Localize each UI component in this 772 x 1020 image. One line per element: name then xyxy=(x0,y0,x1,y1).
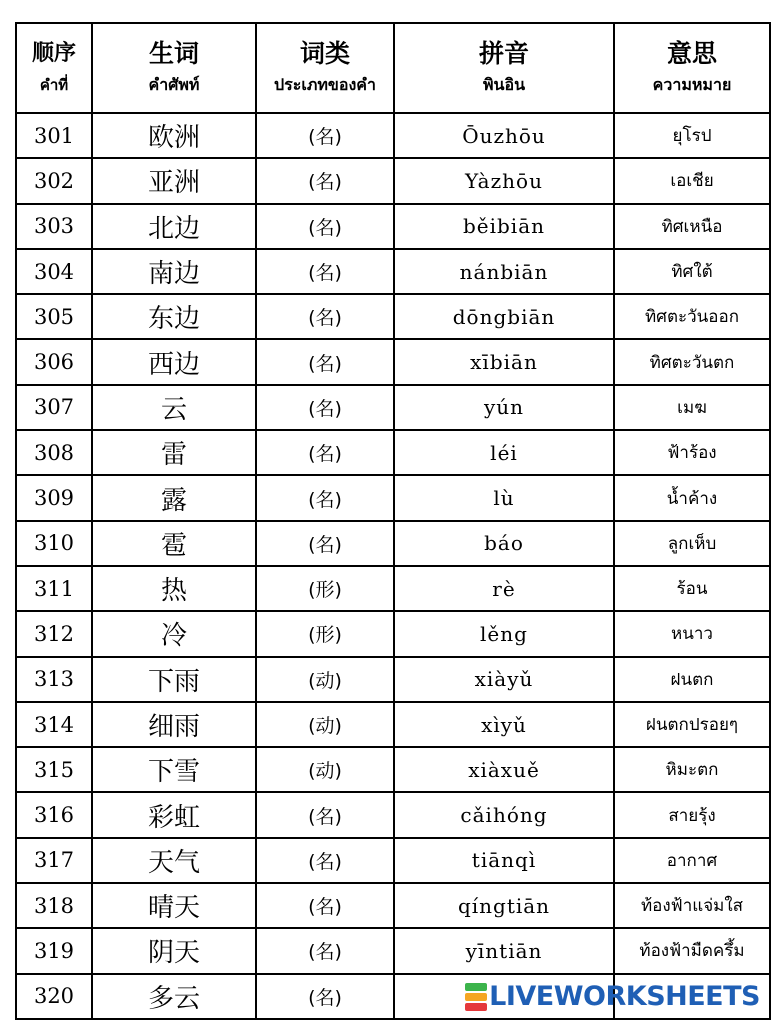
row-number: 310 xyxy=(16,521,92,566)
row-number: 313 xyxy=(16,657,92,702)
table-row xyxy=(16,158,770,203)
row-pinyin: lù xyxy=(394,475,614,520)
row-word: 雹 xyxy=(92,521,256,566)
row-number: 318 xyxy=(16,883,92,928)
row-pinyin: Ōuzhōu xyxy=(394,113,614,158)
row-part-of-speech: (名) xyxy=(256,204,394,249)
row-number: 305 xyxy=(16,294,92,339)
row-pinyin: běibiān xyxy=(394,204,614,249)
row-pinyin: Yàzhōu xyxy=(394,158,614,203)
row-part-of-speech: (动) xyxy=(256,702,394,747)
table-row xyxy=(16,521,770,566)
vocabulary-table xyxy=(15,22,771,1020)
table-row xyxy=(16,657,770,702)
row-part-of-speech: (名) xyxy=(256,883,394,928)
table-row xyxy=(16,430,770,475)
row-meaning: ทิศใต้ xyxy=(614,249,770,294)
table-row xyxy=(16,566,770,611)
liveworksheets-logo-icon xyxy=(465,983,487,1011)
row-meaning: หนาว xyxy=(614,611,770,656)
row-meaning: ทิศตะวันออก xyxy=(614,294,770,339)
row-part-of-speech: (动) xyxy=(256,657,394,702)
liveworksheets-watermark[interactable] xyxy=(465,981,760,1012)
header-meaning-th: ความหมาย xyxy=(652,75,732,94)
table-row xyxy=(16,294,770,339)
row-pinyin: rè xyxy=(394,566,614,611)
row-meaning: อากาศ xyxy=(614,838,770,883)
row-part-of-speech: (名) xyxy=(256,339,394,384)
row-number: 309 xyxy=(16,475,92,520)
row-pinyin: xībiān xyxy=(394,339,614,384)
row-part-of-speech: (名) xyxy=(256,430,394,475)
table-row xyxy=(16,702,770,747)
table-row xyxy=(16,928,770,973)
row-word: 天气 xyxy=(92,838,256,883)
row-pinyin: léi xyxy=(394,430,614,475)
row-part-of-speech: (名) xyxy=(256,385,394,430)
header-part-of-speech xyxy=(256,23,394,113)
row-number: 317 xyxy=(16,838,92,883)
row-word: 晴天 xyxy=(92,883,256,928)
table-row xyxy=(16,611,770,656)
watermark-text: LIVEWORKSHEETS xyxy=(489,981,760,1012)
row-pinyin: yīntiān xyxy=(394,928,614,973)
row-meaning: ฟ้าร้อง xyxy=(614,430,770,475)
row-word: 露 xyxy=(92,475,256,520)
row-word: 东边 xyxy=(92,294,256,339)
row-number: 314 xyxy=(16,702,92,747)
table-row xyxy=(16,747,770,792)
row-pinyin: dōngbiān xyxy=(394,294,614,339)
row-part-of-speech: (名) xyxy=(256,838,394,883)
row-number: 312 xyxy=(16,611,92,656)
row-part-of-speech: (名) xyxy=(256,521,394,566)
row-number: 303 xyxy=(16,204,92,249)
header-number xyxy=(16,23,92,113)
row-meaning: ลูกเห็บ xyxy=(614,521,770,566)
table-row xyxy=(16,838,770,883)
row-number: 319 xyxy=(16,928,92,973)
header-number-zh: 顺序 xyxy=(31,41,76,66)
header-pinyin-th: พินอิน xyxy=(482,75,526,94)
row-word: 下雨 xyxy=(92,657,256,702)
row-meaning: สายรุ้ง xyxy=(614,792,770,837)
row-word: 云 xyxy=(92,385,256,430)
row-number: 316 xyxy=(16,792,92,837)
row-meaning: เอเชีย xyxy=(614,158,770,203)
table-header-row xyxy=(16,23,770,113)
row-part-of-speech: (形) xyxy=(256,566,394,611)
table-row xyxy=(16,883,770,928)
row-pinyin: yún xyxy=(394,385,614,430)
row-word: 下雪 xyxy=(92,747,256,792)
row-number: 304 xyxy=(16,249,92,294)
row-part-of-speech: (形) xyxy=(256,611,394,656)
row-number: 301 xyxy=(16,113,92,158)
header-pos-th: ประเภทของคำ xyxy=(274,75,376,94)
row-part-of-speech: (名) xyxy=(256,792,394,837)
row-pinyin: nánbiān xyxy=(394,249,614,294)
row-word: 欧洲 xyxy=(92,113,256,158)
row-pinyin: xiàyǔ xyxy=(394,657,614,702)
row-meaning: ท้องฟ้ามืดครึ้ม xyxy=(614,928,770,973)
row-number: 307 xyxy=(16,385,92,430)
row-meaning: ทิศตะวันตก xyxy=(614,339,770,384)
row-meaning: ท้องฟ้าแจ่มใส xyxy=(614,883,770,928)
table-row xyxy=(16,385,770,430)
table-body xyxy=(16,113,770,1019)
header-number-th: คำที่ xyxy=(39,76,69,94)
row-part-of-speech: (动) xyxy=(256,747,394,792)
row-meaning: ทิศเหนือ xyxy=(614,204,770,249)
header-pinyin-zh: 拼音 xyxy=(478,39,529,68)
row-meaning: หิมะตก xyxy=(614,747,770,792)
row-number: 320 xyxy=(16,974,92,1019)
row-word: 冷 xyxy=(92,611,256,656)
row-word: 南边 xyxy=(92,249,256,294)
row-word: 西边 xyxy=(92,339,256,384)
row-part-of-speech: (名) xyxy=(256,928,394,973)
row-number: 308 xyxy=(16,430,92,475)
row-number: 302 xyxy=(16,158,92,203)
row-part-of-speech: (名) xyxy=(256,113,394,158)
row-pinyin: tiānqì xyxy=(394,838,614,883)
table-row xyxy=(16,204,770,249)
row-word: 多云 xyxy=(92,974,256,1019)
table-row xyxy=(16,113,770,158)
row-number: 315 xyxy=(16,747,92,792)
row-part-of-speech: (名) xyxy=(256,294,394,339)
row-word: 阴天 xyxy=(92,928,256,973)
row-word: 北边 xyxy=(92,204,256,249)
row-number: 306 xyxy=(16,339,92,384)
row-meaning: เมฆ xyxy=(614,385,770,430)
header-meaning-zh: 意思 xyxy=(666,39,717,68)
row-pinyin: xiàxuě xyxy=(394,747,614,792)
table-row xyxy=(16,249,770,294)
row-pinyin: báo xyxy=(394,521,614,566)
row-pinyin: xìyǔ xyxy=(394,702,614,747)
row-word: 雷 xyxy=(92,430,256,475)
row-part-of-speech: (名) xyxy=(256,249,394,294)
row-pinyin: cǎihóng xyxy=(394,792,614,837)
row-meaning: ฝนตกปรอยๆ xyxy=(614,702,770,747)
row-meaning: ร้อน xyxy=(614,566,770,611)
row-word: 热 xyxy=(92,566,256,611)
row-pinyin: lěng xyxy=(394,611,614,656)
row-meaning: น้ำค้าง xyxy=(614,475,770,520)
header-pos-zh: 词类 xyxy=(299,39,350,68)
row-word: 亚洲 xyxy=(92,158,256,203)
header-word-zh: 生词 xyxy=(148,39,199,68)
table-row xyxy=(16,475,770,520)
row-pinyin: qíngtiān xyxy=(394,883,614,928)
row-part-of-speech: (名) xyxy=(256,158,394,203)
table-row xyxy=(16,339,770,384)
header-pinyin xyxy=(394,23,614,113)
row-number: 311 xyxy=(16,566,92,611)
row-word: 彩虹 xyxy=(92,792,256,837)
header-word xyxy=(92,23,256,113)
row-word: 细雨 xyxy=(92,702,256,747)
table-row xyxy=(16,792,770,837)
header-word-th: คำศัพท์ xyxy=(148,75,200,94)
row-part-of-speech: (名) xyxy=(256,475,394,520)
row-meaning: ฝนตก xyxy=(614,657,770,702)
row-part-of-speech: (名) xyxy=(256,974,394,1019)
header-meaning xyxy=(614,23,770,113)
row-meaning: ยุโรป xyxy=(614,113,770,158)
